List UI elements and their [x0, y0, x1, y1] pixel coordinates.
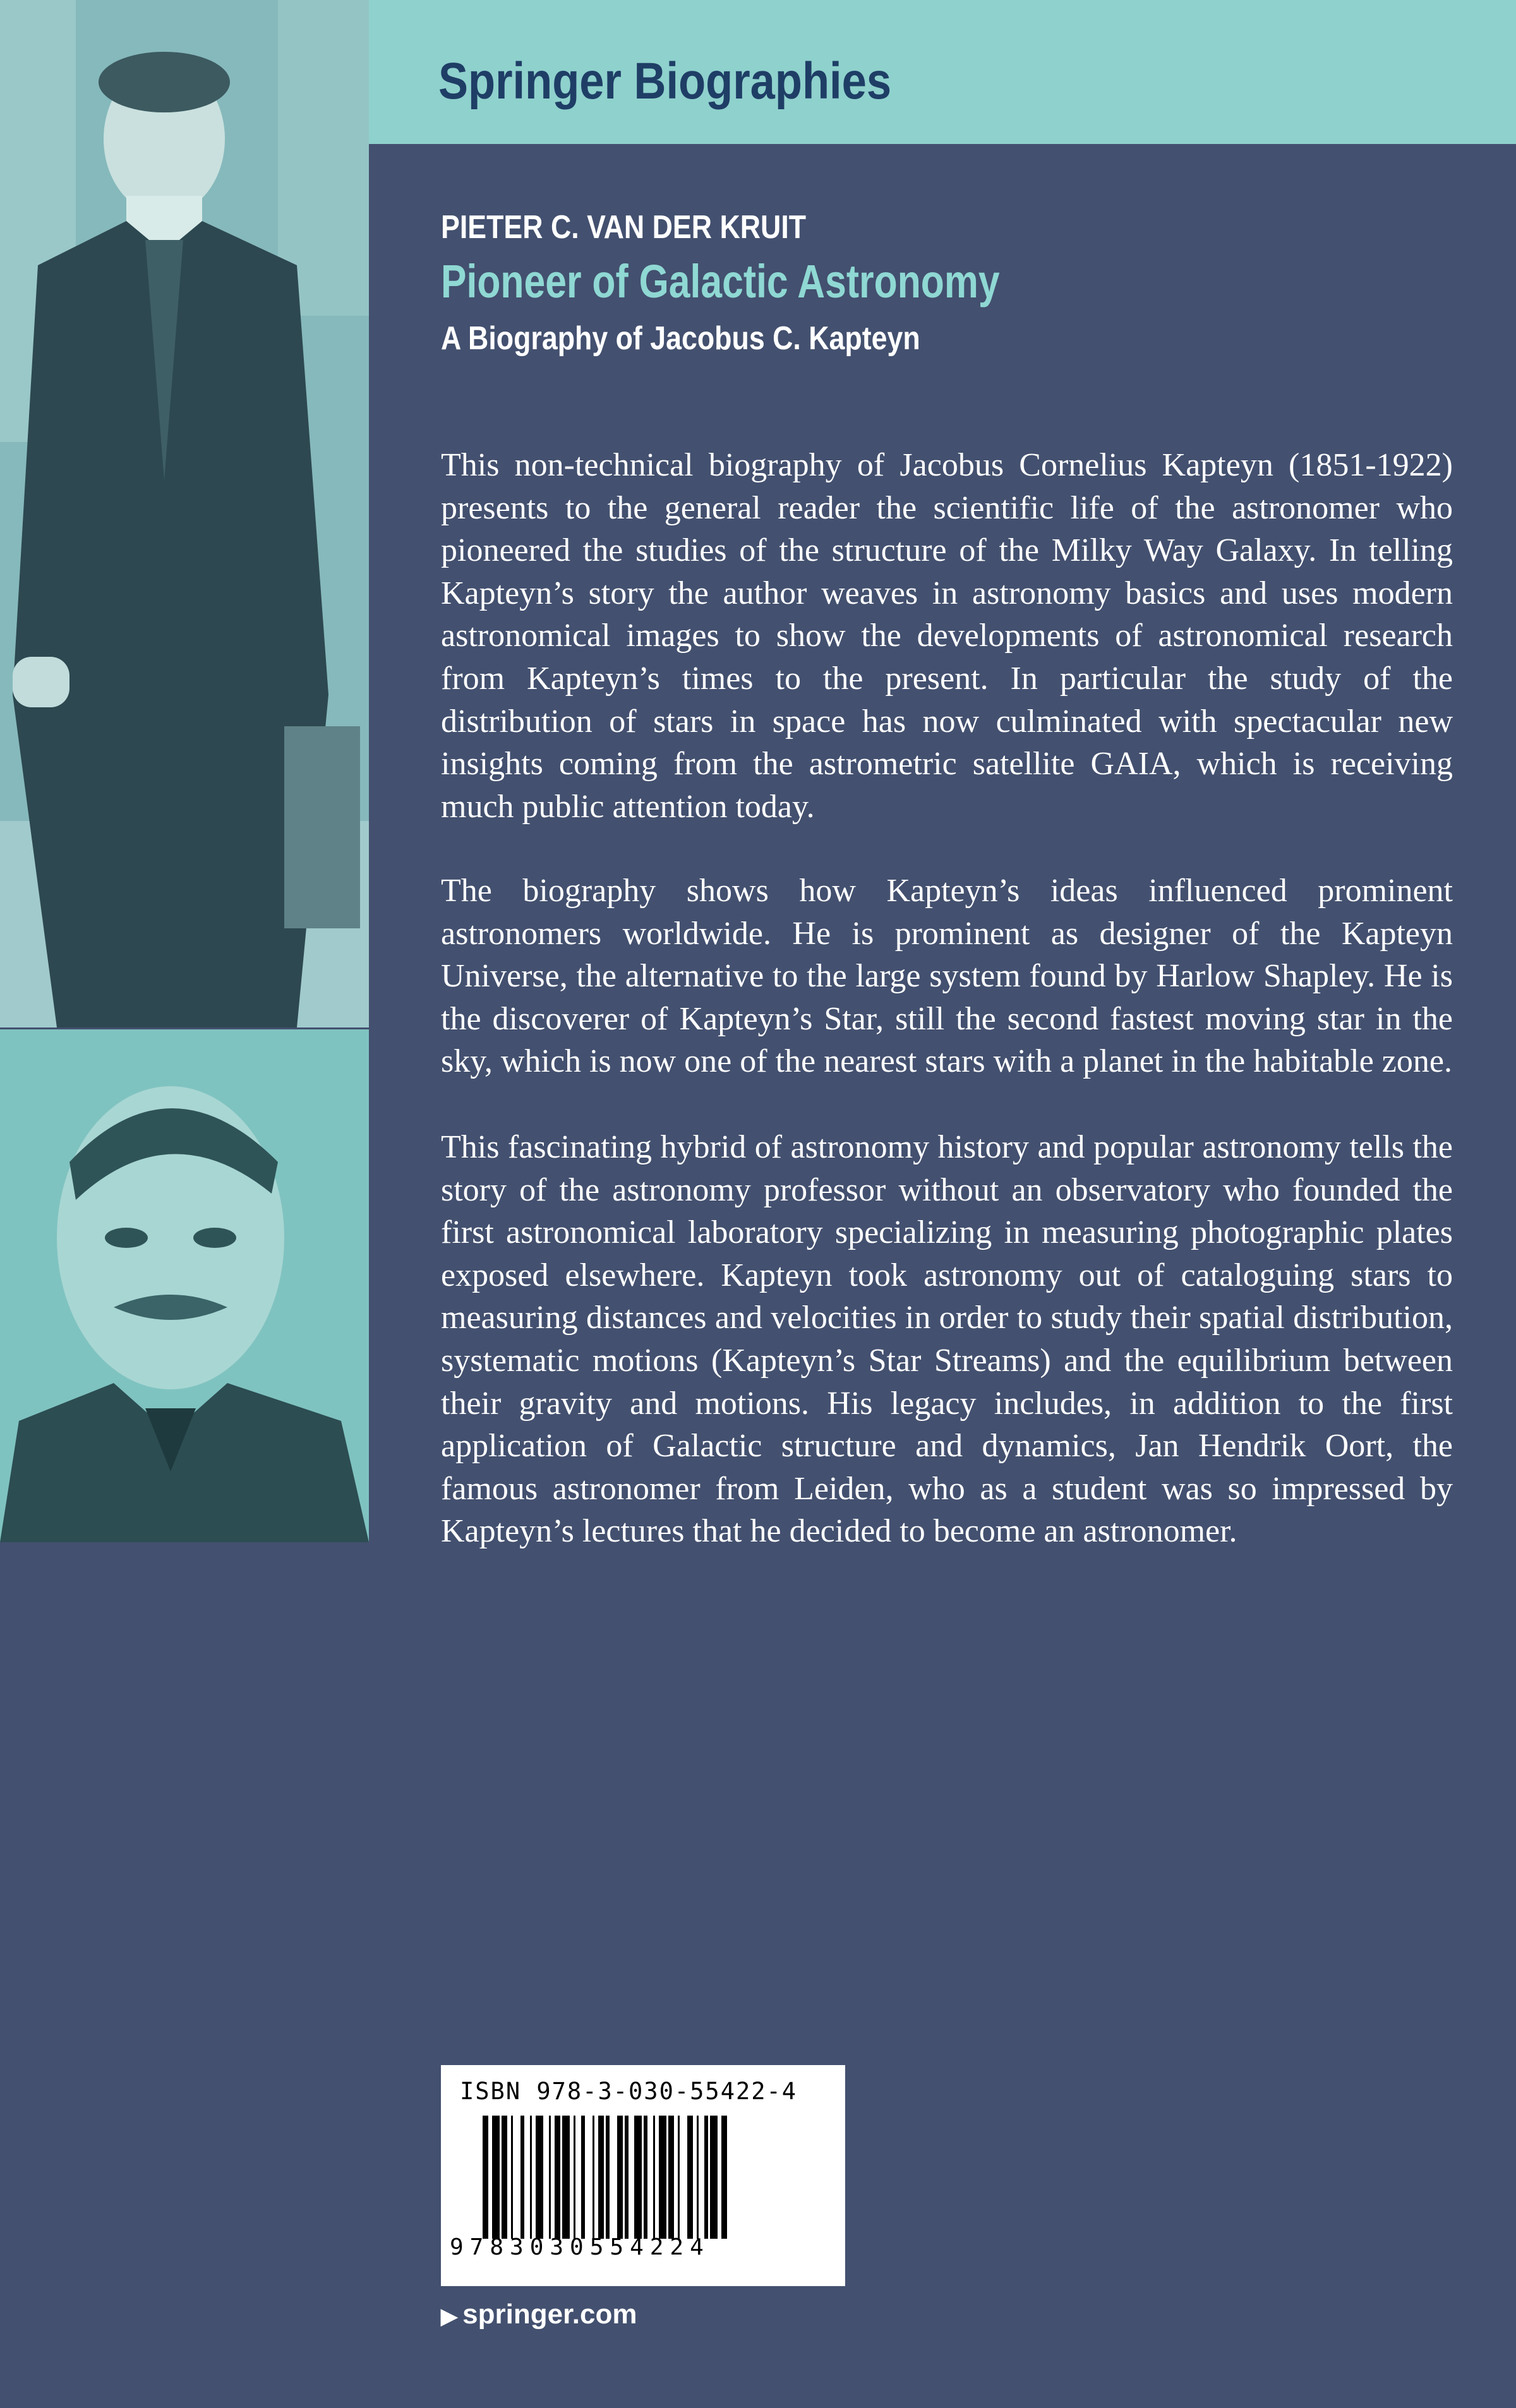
publisher-link-text: springer.com [462, 2299, 637, 2330]
author-name: PIETER C. VAN DER KRUIT [441, 209, 807, 246]
kapteyn-portrait-engraving [0, 1029, 369, 1542]
description-paragraph: This fascinating hybrid of astronomy history and popular astronomy tells the story of the astronomy professor without an observatory who founded the first astronomical laboratory specializing in measuring photographic plates exposed elsewhere. Kapteyn took astronomy out of cataloguing stars to measuring distances and velocities in order to study their spatial distribution, systematic motions (Kapteyn’s Star Streams) and the equilibrium between their gravity and motions. His legacy includes, in addition to the first application of Galactic structure and dynamics, Jan Hendrik Oort, the famous astronomer from Leiden, who as a student was so impressed by Kapteyn’s lectures that he decided to become an astronomer. [441, 1129, 1453, 1550]
description-paragraph: This non-technical biography of Jacobus Cornelius Kapteyn (1851-1922) presents to the general reader the scientific life of the astronomer who pioneered the studies of the structure of the Milky Way Galaxy. In telling Kapteyn’s story the author weaves in astronomy basics and uses modern astronomical images to show the developments of astronomical research from Kapteyn’s times to the present. In particular the study of the distribution of stars in space has now culminated with spectacular new insights coming from the astrometric satellite GAIA, which is receiving much public attention today. [441, 447, 1453, 825]
series-band [369, 0, 1516, 144]
isbn-label: ISBN 978-3-030-55422-4 [460, 2078, 798, 2105]
isbn-barcode-box [441, 2065, 845, 2286]
description-paragraph: The biography shows how Kapteyn’s ideas influenced prominent astronomers worldwide. He is prominent as designer of the Kapteyn Universe, the alternative to the large system found by Harlow Shapley. He is the discoverer of Kapteyn’s Star, still the second fastest moving star in the sky, which is now one of the nearest stars with a planet in the habitable zone. [441, 873, 1453, 1080]
book-title: Pioneer of Galactic Astronomy [441, 255, 1000, 308]
barcode-bars [483, 2116, 805, 2239]
publisher-link[interactable] [441, 2299, 637, 2330]
series-title: Springer Biographies [438, 52, 892, 110]
triangle-right-icon: ▶ [441, 2304, 458, 2328]
kapteyn-standing-photo [0, 0, 369, 1027]
barcode-digits: 9783030554224 [450, 2234, 710, 2260]
book-subtitle: A Biography of Jacobus C. Kapteyn [441, 320, 920, 357]
